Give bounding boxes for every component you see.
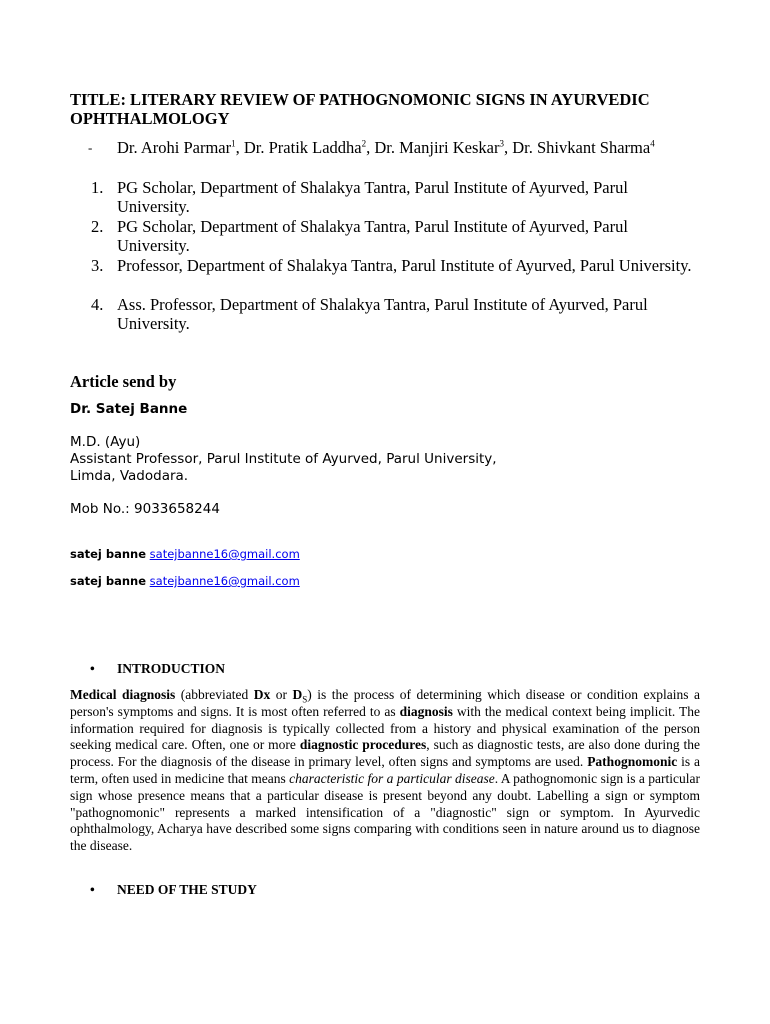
paragraph-text: (abbreviated (175, 687, 254, 702)
email-sender-name: satej banne (70, 574, 147, 588)
email-sender-name: satej banne (70, 547, 147, 561)
introduction-paragraph (70, 687, 700, 855)
author-name: Dr. Pratik Laddha (243, 138, 362, 157)
sender-name: Dr. Satej Banne (70, 401, 188, 417)
paragraph-text: is a term, often used in medicine that means (70, 754, 700, 786)
author-separator: , (235, 138, 244, 157)
paper-title: TITLE: LITERARY REVIEW OF PATHOGNOMONIC SIGNS IN AYURVEDIC OPHTHALMOLOGY (70, 90, 650, 128)
sender-heading: Article send by (70, 372, 177, 391)
paragraph-text: ) is the process of determining which disease or condition explains a person's symptoms and signs. It is most often referred to as (70, 687, 701, 719)
email-link[interactable]: satejbanne16@gmail.com (149, 574, 300, 588)
term-bold: diagnosis (399, 703, 453, 719)
term-bold: diagnostic procedures (299, 737, 427, 753)
affiliation-text: Ass. Professor, Department of Shalakya Tantra, Parul Institute of Ayurved, Parul University. (117, 295, 648, 333)
sender-position: Assistant Professor, Parul Institute of Ayurved, Parul University, (70, 451, 497, 467)
affiliation-text: PG Scholar, Department of Shalakya Tantra, Parul Institute of Ayurved, Parul University. (117, 217, 628, 255)
email-line (70, 547, 300, 561)
author-separator: , (366, 138, 375, 157)
bullet-icon: • (90, 661, 95, 676)
term-bold: Medical diagnosis (70, 687, 176, 702)
author-separator: , (503, 138, 513, 157)
sender-mobile: Mob No.: 9033658244 (70, 501, 220, 517)
author-name: Dr. Shivkant Sharma (512, 138, 651, 157)
sender-address: Limda, Vadodara. (70, 468, 189, 484)
author-name: Dr. Arohi Parmar (117, 138, 232, 157)
bullet-icon: • (90, 882, 95, 897)
term-bold: Dx (253, 687, 271, 702)
author-affiliation-mark: 3 (499, 138, 504, 149)
paragraph-text: . A pathognomonic sign is a particular sign whose presence means that a particular disease is present beyond any doubt. Labelling a sign or symptom "pathognomonic" represents a marked intensification of a "diagnostic" sign or symptom. In Ayurvedic ophthalmology, Acharya have described some signs comparing with conditions seen in nature around us to diagnose the disease. (70, 770, 700, 854)
affiliation-number: 3. (91, 256, 104, 275)
section-heading-label: NEED OF THE STUDY (117, 882, 257, 897)
term-italic: characteristic for a particular disease (289, 770, 495, 786)
term-bold: D (292, 687, 303, 702)
affiliation-text: PG Scholar, Department of Shalakya Tantra, Parul Institute of Ayurved, Parul University. (117, 178, 628, 216)
author-affiliation-mark: 2 (361, 138, 367, 149)
paragraph-text: or (270, 687, 293, 702)
author-affiliation-mark: 4 (650, 138, 655, 149)
author-dash: - (88, 140, 93, 155)
affiliation-number: 1. (91, 178, 104, 197)
section-heading-label: INTRODUCTION (117, 661, 226, 676)
affiliation-number: 4. (91, 295, 104, 314)
author-list (117, 138, 677, 157)
term-bold: Pathognomonic (587, 754, 678, 770)
author-affiliation-mark: 1 (231, 138, 236, 149)
affiliation-number: 2. (91, 217, 104, 236)
email-link[interactable]: satejbanne16@gmail.com (149, 547, 300, 561)
paragraph-text: with the medical context being implicit. The information required for diagnosis is typically collected from a history and physical examination of the person seeking medical care. Often, one or more (70, 703, 700, 753)
subscript: S (302, 694, 308, 705)
affiliation-text: Professor, Department of Shalakya Tantra, Parul Institute of Ayurved, Parul University. (117, 256, 692, 275)
paragraph-text: , such as diagnostic tests, are also done during the process. For the diagnosis of the disease in primary level, often signs and symptoms are used. (70, 737, 700, 770)
email-line (70, 574, 300, 588)
author-name: Dr. Manjiri Keskar (374, 138, 500, 157)
sender-degree: M.D. (Ayu) (70, 434, 141, 450)
